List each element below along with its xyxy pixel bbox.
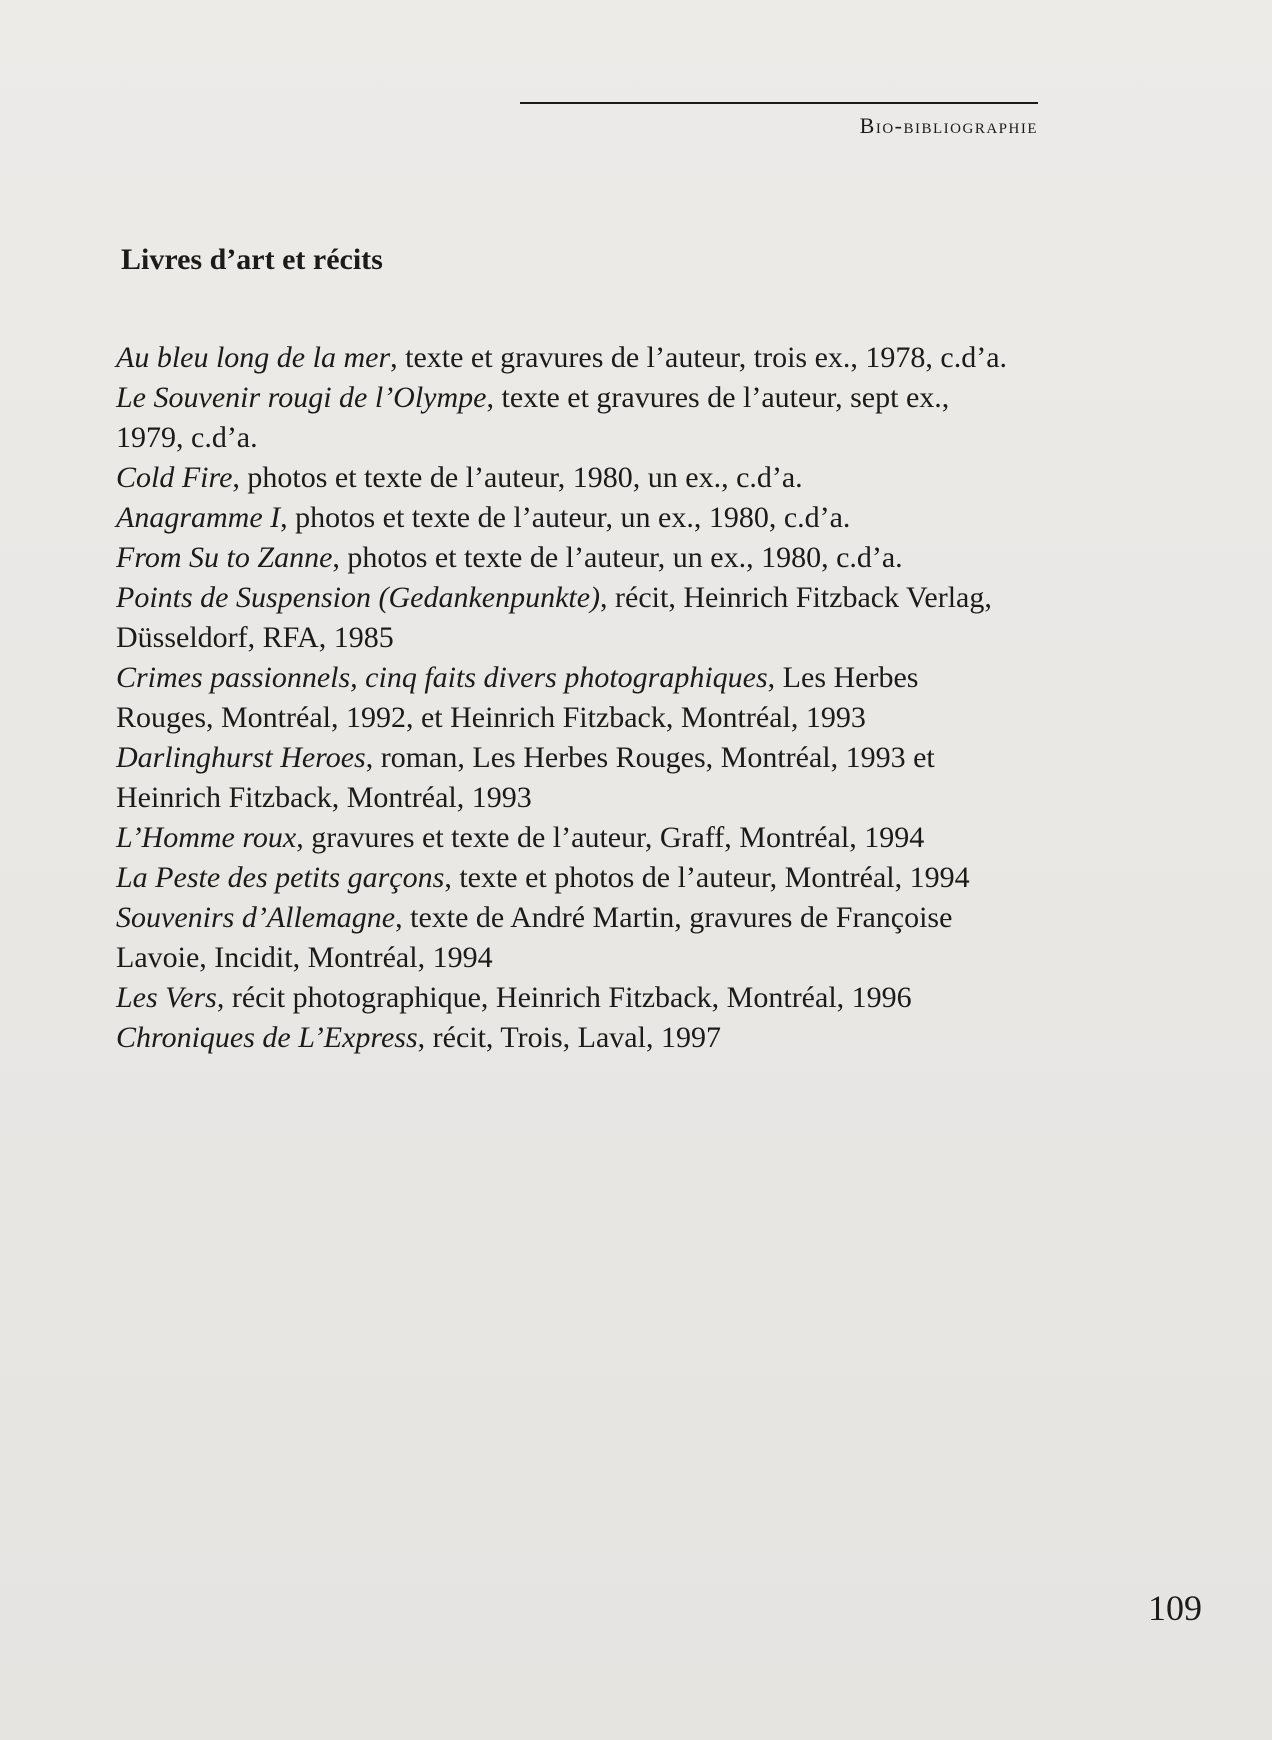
entry-details: , texte et gravures de l’auteur, trois ex., 1978, c.d’a. [390, 341, 1008, 374]
entry-title: La Peste des petits garçons [116, 861, 445, 894]
bibliography-entry [100, 858, 1012, 898]
bibliography-entry [100, 458, 1012, 498]
running-head [860, 113, 1038, 139]
entry-title: Souvenirs d’Allemagne [116, 901, 396, 934]
bibliography-entry [100, 578, 1012, 658]
entry-title: Au bleu long de la mer [116, 341, 391, 374]
entry-title: Cold Fire [116, 461, 233, 494]
entry-title: Points de Suspension (Gedankenpunkte) [116, 581, 601, 614]
bibliography-list [100, 338, 1012, 1058]
bibliography-entry [100, 898, 1012, 978]
entry-title: From Su to Zanne [116, 541, 333, 574]
entry-details: , récit, Trois, Laval, 1997 [417, 1021, 721, 1054]
bibliography-entry [100, 818, 1012, 858]
entry-title: Darlinghurst Heroes [116, 741, 366, 774]
entry-details: , texte et gravures de l’auteur, sept ex., 1979, c.d’a. [116, 381, 950, 454]
bibliography-entry [100, 658, 1012, 738]
entry-title: Chroniques de L’Express [116, 1021, 418, 1054]
entry-title: Les Vers [116, 981, 217, 1014]
bibliography-entry [100, 978, 1012, 1018]
bibliography-entry [100, 378, 1012, 458]
header-rule [520, 102, 1038, 104]
entry-details: , photos et texte de l’auteur, 1980, un ex., c.d’a. [232, 461, 803, 494]
entry-title: L’Homme roux [116, 821, 297, 854]
bibliography-entry [100, 338, 1012, 378]
bibliography-entry [100, 1018, 1012, 1058]
entry-title: Crimes passionnels, cinq faits divers photographiques [116, 661, 768, 694]
section-title: Livres d’art et récits [121, 243, 383, 276]
entry-details: , texte de André Martin, gravures de Françoise Lavoie, Incidit, Montréal, 1994 [116, 901, 953, 974]
entry-details: , gravures et texte de l’auteur, Graff, Montréal, 1994 [296, 821, 925, 854]
page-number: 109 [1148, 1588, 1202, 1628]
entry-details: , texte et photos de l’auteur, Montréal, 1994 [444, 861, 970, 894]
entry-title: Le Souvenir rougi de l’Olympe [116, 381, 487, 414]
bibliography-entry [100, 498, 1012, 538]
entry-details: , photos et texte de l’auteur, un ex., 1980, c.d’a. [332, 541, 903, 574]
entry-title: Anagramme I [116, 501, 281, 534]
entry-details: , récit photographique, Heinrich Fitzback, Montréal, 1996 [216, 981, 912, 1014]
bibliography-entry [100, 538, 1012, 578]
entry-details: , récit, Heinrich Fitzback Verlag, Düsseldorf, RFA, 1985 [116, 581, 992, 654]
bibliography-entry [100, 738, 1012, 818]
entry-details: , Les Herbes Rouges, Montréal, 1992, et Heinrich Fitzback, Montréal, 1993 [116, 661, 919, 734]
running-head-text: Bio-bibliographie [859, 113, 1038, 138]
entry-details: , photos et texte de l’auteur, un ex., 1980, c.d’a. [280, 501, 851, 534]
entry-details: , roman, Les Herbes Rouges, Montréal, 1993 et Heinrich Fitzback, Montréal, 1993 [116, 741, 935, 814]
